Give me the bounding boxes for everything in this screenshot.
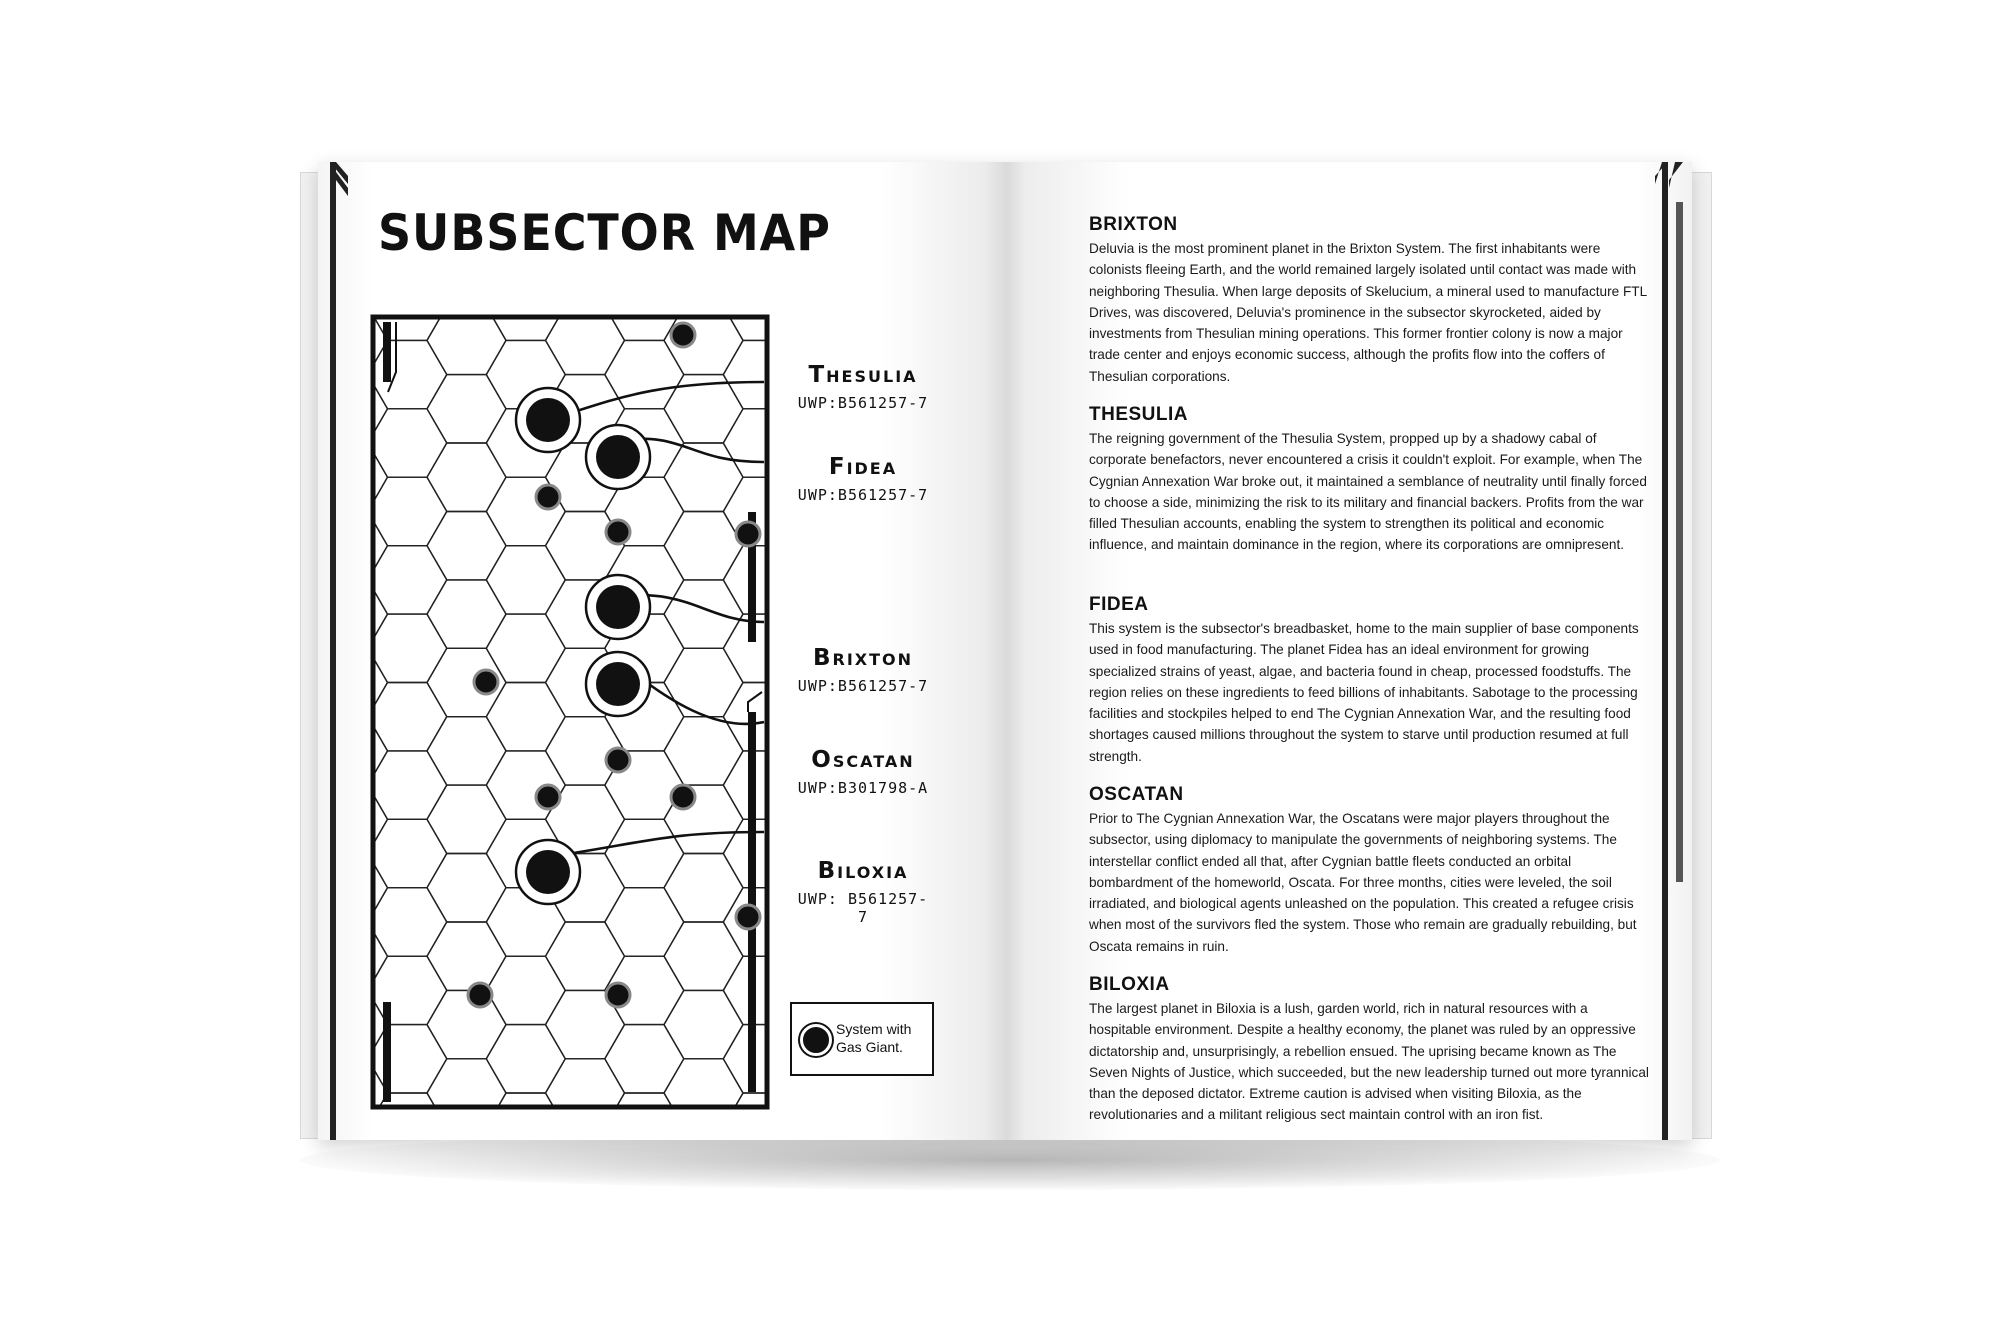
hex-cell [368, 477, 447, 546]
section-thesulia [1089, 404, 1649, 556]
hex-cell [723, 409, 788, 477]
hex-cell [546, 922, 625, 990]
system-name: Thesulia [808, 362, 918, 388]
section-body: The reigning government of the Thesulia System, propped up by a shadowy cabal of corporate benefactors, never encountered a crisis it couldn't exploit. For example, when The Cygnian Annexation War broke out, it maintained a semblance of neutrality until finally forced to choose a side, minimizing the risk to its military and financial backers. Profits from the war filled Thesulian accounts, enabling the system to strengthen its political and economic influence, and maintain dominance in the region, where its corporations are omnipresent. [1089, 431, 1647, 553]
hex-cell [427, 375, 506, 443]
system-name: Fidea [828, 454, 898, 480]
hex-cell [546, 312, 625, 375]
system-name: Oscatan [811, 747, 915, 773]
system-uwp: UWP:B301798-A [797, 779, 929, 797]
system-label-brixton [795, 645, 931, 695]
right-page-edges [1690, 172, 1712, 1139]
hex-cell [427, 717, 506, 785]
page-title: SUBSECTOR MAP [378, 204, 831, 262]
section-biloxia [1089, 974, 1649, 1126]
map-legend [790, 1002, 934, 1076]
left-edge-bar [330, 162, 336, 1140]
hex-cell [546, 1059, 625, 1112]
hex-cell [368, 546, 447, 614]
hex-cell [664, 990, 743, 1058]
hex-cell [368, 888, 447, 957]
hex-cell [605, 1025, 684, 1093]
hex-cell [427, 1059, 506, 1112]
hex-cell [427, 854, 506, 923]
subsector-hex-map [368, 312, 788, 1112]
hex-cell [368, 614, 447, 682]
hex-cell [486, 614, 565, 682]
hex-cell [664, 648, 743, 716]
hex-cell [664, 1059, 743, 1112]
hex-cell [427, 312, 506, 375]
system-thesulia-marker [516, 388, 580, 452]
hex-cell [368, 751, 447, 819]
section-body: Prior to The Cygnian Annexation War, the Oscatans were major players throughout the subsector, using diplomacy to manipulate the governments of neighboring systems. The interstellar conflict ended all that, after Cygnian battle fleets conducted an orbital bombardment of the homeworld, Oscata. For three months, cities were leveled, the soil irradiated, and biological agents unleashed on the population. This created a refugee crisis when most of the survivors fled the system. Those who remain are gradually rebuilding, but Oscata remains in ruin. [1089, 811, 1637, 954]
hex-cell [605, 888, 684, 957]
open-book [318, 162, 1692, 1140]
gas-giant-dot-icon [800, 1024, 832, 1056]
section-fidea [1089, 594, 1649, 767]
left-page [318, 162, 1005, 1140]
section-heading: BRIXTON [1089, 214, 1178, 235]
system-label-oscatan [795, 747, 931, 797]
section-body: Deluvia is the most prominent planet in the Brixton System. The first inhabitants were colonists fleeing Earth, and the world remained largely isolated until contact was made with neighboring Thesulia. When large deposits of Skelucium, a mineral used to manufacture FTL Drives, was discovered, Deluvia's prominence in the subsector skyrocketed, aided by investments from Thesulian mining operations. This former frontier colony is now a major trade center and enjoys economic success, although the profits flow into the coffers of Thesulian corporations. [1089, 241, 1647, 384]
section-heading: FIDEA [1089, 594, 1149, 615]
left-edge-stripes [318, 162, 348, 222]
hex-cell [486, 956, 565, 1024]
major-systems [516, 388, 650, 904]
hex-cell [368, 819, 447, 887]
hex-cell [427, 990, 506, 1058]
hex-cell [368, 340, 447, 408]
hex-cell [664, 922, 743, 990]
hex-cell [368, 1025, 447, 1093]
system-uwp: UWP:B561257-7 [797, 394, 929, 412]
system-label-fidea [795, 454, 931, 504]
system-label-thesulia [795, 362, 931, 412]
section-heading: THESULIA [1089, 404, 1188, 425]
system-oscatan-marker [586, 652, 650, 716]
hex-cell [664, 717, 743, 785]
hex-cell [486, 1025, 565, 1093]
hex-cell [427, 785, 506, 853]
system-fidea-marker [586, 425, 650, 489]
system-uwp: UWP:B561257-7 [797, 677, 929, 695]
hex-cell [427, 512, 506, 580]
legend-label: System with Gas Giant. [836, 1021, 912, 1055]
system-biloxia-marker [516, 840, 580, 904]
right-edge-band [1676, 202, 1683, 882]
hex-cell [427, 443, 506, 512]
hex-cell [664, 512, 743, 580]
section-heading: BILOXIA [1089, 974, 1170, 995]
section-oscatan [1089, 784, 1649, 957]
hex-cell [664, 580, 743, 648]
section-body: The largest planet in Biloxia is a lush, garden world, rich in natural resources with a hospitable environment. Despite a healthy economy, the planet was ruled by an oppressive dictatorship and, unsurprisingly, a rebellion ensued. The uprising became known as The Seven Nights of Justice, which succeeded, but the new leadership turned out more tyrannical than the deposed dictator. Extreme caution is advised when visiting Biloxia, as the revolutionaries and a militant religious sect maintain control with an iron fist. [1089, 1001, 1649, 1123]
hex-cell [605, 819, 684, 887]
hex-cell [664, 854, 743, 923]
hex-cell [486, 546, 565, 614]
hex-cell [427, 922, 506, 990]
hex-cell [368, 956, 447, 1024]
hex-cell [723, 340, 788, 408]
section-body: This system is the subsector's breadbasket, home to the main supplier of base components used in food manufacturing. The planet Fidea has an ideal environment for growing specialized strains of yeast, algae, and bacteria found in cheap, processed foodstuffs. The region relies on these ingredients to feed billions of inhabitants. Sabotage to the processing facilities and stockpiles helped to end The Cygnian Annexation War, and the resulting food shortages caused millions throughout the system to starve until production resumed at full strength. [1089, 621, 1639, 764]
hex-cell [368, 683, 447, 751]
hex-cell [486, 683, 565, 751]
right-edge-bar [1662, 162, 1668, 1140]
system-name: Biloxia [817, 858, 909, 884]
section-heading: OSCATAN [1089, 784, 1184, 805]
system-uwp: UWP:B561257-7 [797, 486, 929, 504]
right-edge-stripes [1655, 162, 1692, 222]
system-brixton-marker [586, 575, 650, 639]
system-name: Brixton [812, 645, 914, 671]
section-brixton [1089, 214, 1649, 387]
system-uwp: UWP: B561257-7 [797, 890, 929, 926]
hex-cell [368, 409, 447, 477]
hex-cell [427, 580, 506, 648]
system-label-biloxia [795, 858, 931, 926]
